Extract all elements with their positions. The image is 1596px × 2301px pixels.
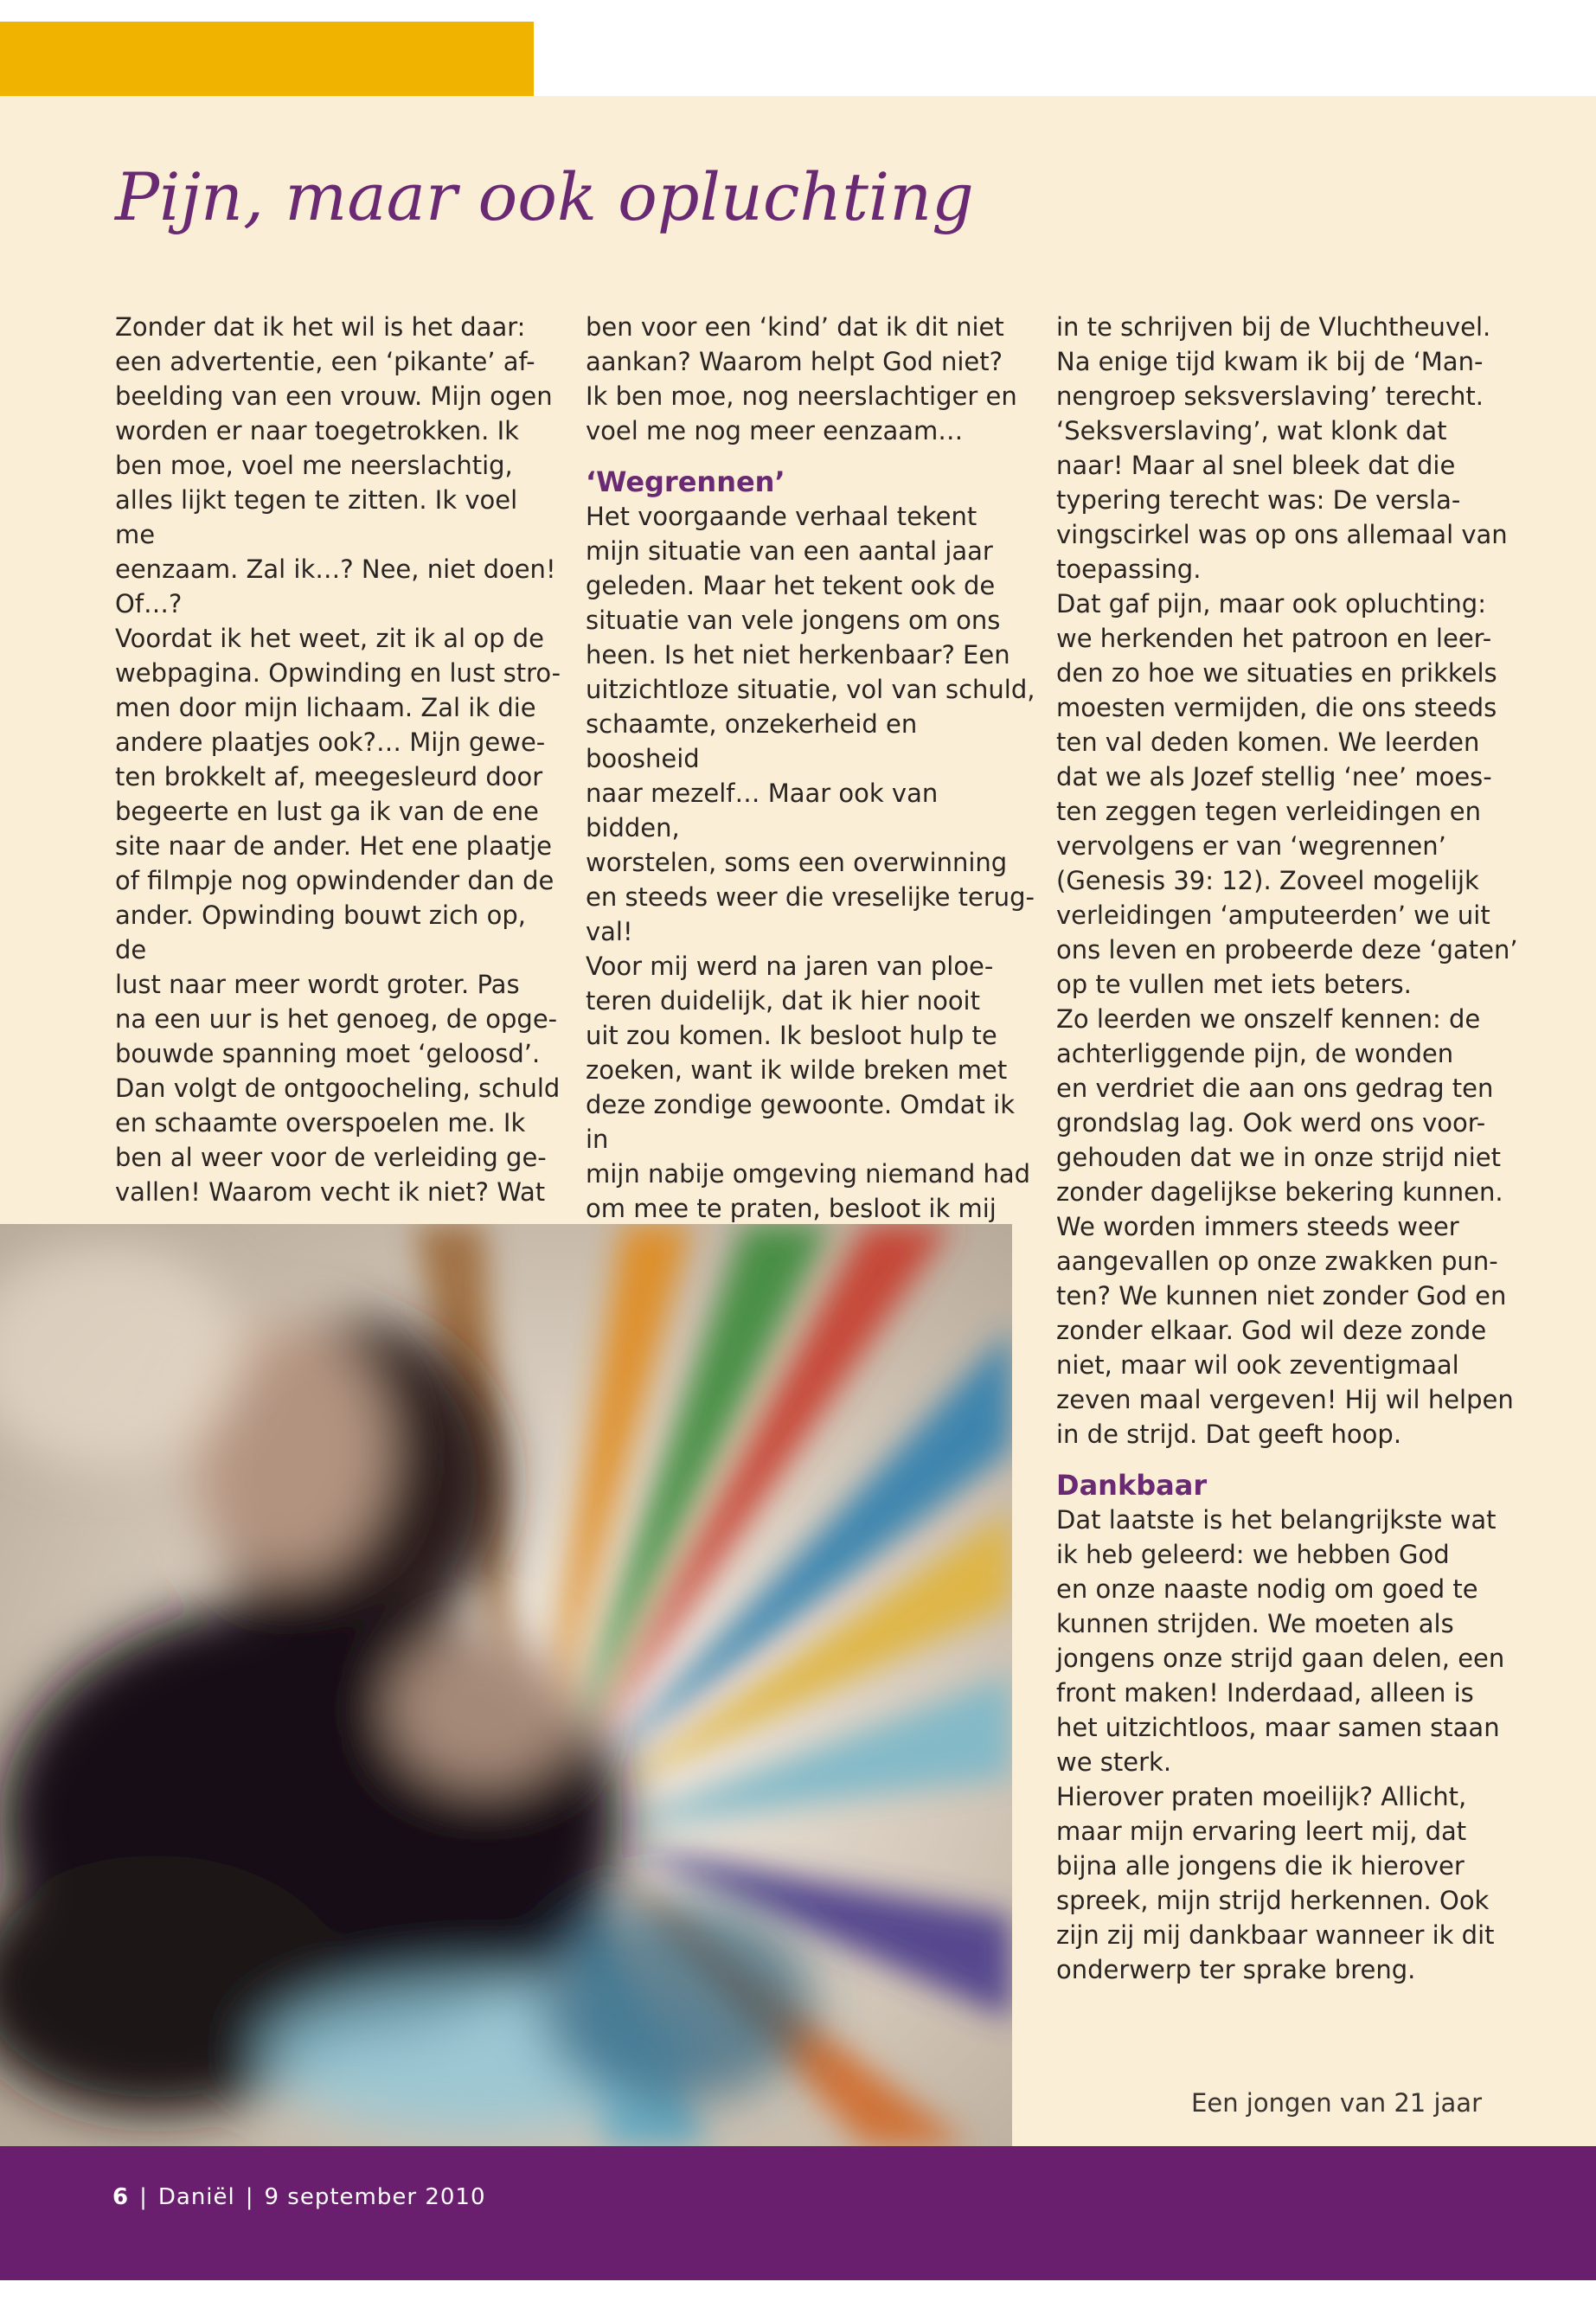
column-3-body-text: in te schrijven bij de Vluchtheuvel. Na enige tijd kwam ik bij de ‘Man- nengroep seksverslaving’ terecht. ‘Seksverslaving’, wat klonk dat naar! Maar al snel bleek dat die typering terecht was: De versla- vingscirkel was op ons allemaal van toepassing. Dat gaf pijn, maar ook opluchting: we herkenden het patroon en leer- den zo hoe we situaties en prikkels moesten vermijden, die ons steeds ten val deden komen. We leerden dat we als Jozef stellig ‘nee’ moes- ten zeggen tegen verleidingen en vervolgens er van ‘wegrennen’ (Genesis 39: 12). Zoveel mogelijk verleidingen ‘amputeerden’ we uit ons leven en probeerde deze ‘gaten’ op te vullen met iets beters. Zo leerden we onszelf kennen: de achterliggende pijn, de wonden en verdriet die aan ons gedrag ten grondslag lag. Ook werd ons voor- gehouden dat we in onze strijd niet zonder dagelijkse bekering kunnen. We worden immers steeds weer aangevallen op onze zwakken pun- ten? We kunnen niet zonder God en zonder elkaar. God wil deze zonde niet, maar wil ook zeventigmaal zeven maal vergeven! Hij wil helpen in de strijd. Dat geeft hoop. [1056,312,1518,1449]
publication-name: Daniël [157,2184,235,2210]
page-number: 6 [112,2184,130,2210]
footer-info [112,2184,486,2210]
author-signature: Een jongen van 21 jaar [1191,2088,1482,2118]
article-column-1 [115,310,565,1209]
subheading-dankbaar: Dankbaar [1056,1469,1208,1502]
column-3-closing-text: Dat laatste is het belangrijkste wat ik heb geleerd: we hebben God en onze naaste nodig om goed te kunnen strijden. We moeten als jongens onze strijd gaan delen, een front maken! Inderdaad, alleen is het uitzichtloos, maar samen staan we sterk. Hierover praten moeilijk? Allicht, maar mijn ervaring leert mij, dat bijna alle jongens die ik hierover spreek, mijn strijd herkennen. Ook zijn zij mij dankbaar wanneer ik dit onderwerp ter sprake breng. [1056,1505,1505,1984]
footer-separator: | [139,2184,148,2210]
footer-bar [0,2146,1596,2280]
column-2-intro-text: ben voor een ‘kind’ dat ik dit niet aankan? Waarom helpt God niet? Ik ben moe, nog neerslachtiger en voel me nog meer eenzaam… [586,312,1017,445]
column-2-body-text: Het voorgaande verhaal tekent mijn situatie van een aantal jaar geleden. Maar het tekent ook de situatie van vele jongens om ons heen. Is het niet herkenbaar? Een uitzichtloze situatie, vol van schuld, schaamte, onzekerheid en boosheid naar mezelf… Maar ook van bidden, worstelen, soms een overwinning en steeds weer die vreselijke terug- val! Voor mij werd na jaren van ploe- teren duidelijk, dat ik hier nooit uit zou komen. Ik besloot hulp te zoeken, want ik wilde breken met deze zondige gewoonte. Omdat ik in mijn nabije omgeving niemand had om mee te praten, besloot ik mij [586,502,1035,1223]
article-photo-motion-blur [0,1224,1012,2146]
publication-date: 9 september 2010 [264,2184,486,2210]
header-color-tab [0,22,534,96]
footer-separator: | [245,2184,254,2210]
article-column-3 [1056,310,1541,1987]
article-title: Pijn, maar ook opluchting [115,158,974,235]
subheading-wegrennen: ‘Wegrennen’ [586,465,785,498]
article-column-2 [586,310,1035,1226]
column-1-text: Zonder dat ik het wil is het daar: een advertentie, een ‘pikante’ af- beelding van een vrouw. Mijn ogen worden er naar toegetrokken. Ik ben moe, voel me neerslachtig, alles lijkt tegen te zitten. Ik voel me eenzaam. Zal ik…? Nee, niet doen! Of…? Voordat ik het weet, zit ik al op de webpagina. Opwinding en lust stro- men door mijn lichaam. Zal ik die andere plaatjes ook?… Mijn gewe- ten brokkelt af, meegesleurd door begeerte en lust ga ik van de ene site naar de ander. Het ene plaatje of filmpje nog opwindender dan de ander. Opwinding bouwt zich op, de lust naar meer wordt groter. Pas na een uur is het genoeg, de opge- bouwde spanning moet ‘geloosd’. Dan volgt de ontgoocheling, schuld en schaamte overspoelen me. Ik ben al weer voor de verleiding ge- vallen! Waarom vecht ik niet? Wat [115,312,561,1207]
